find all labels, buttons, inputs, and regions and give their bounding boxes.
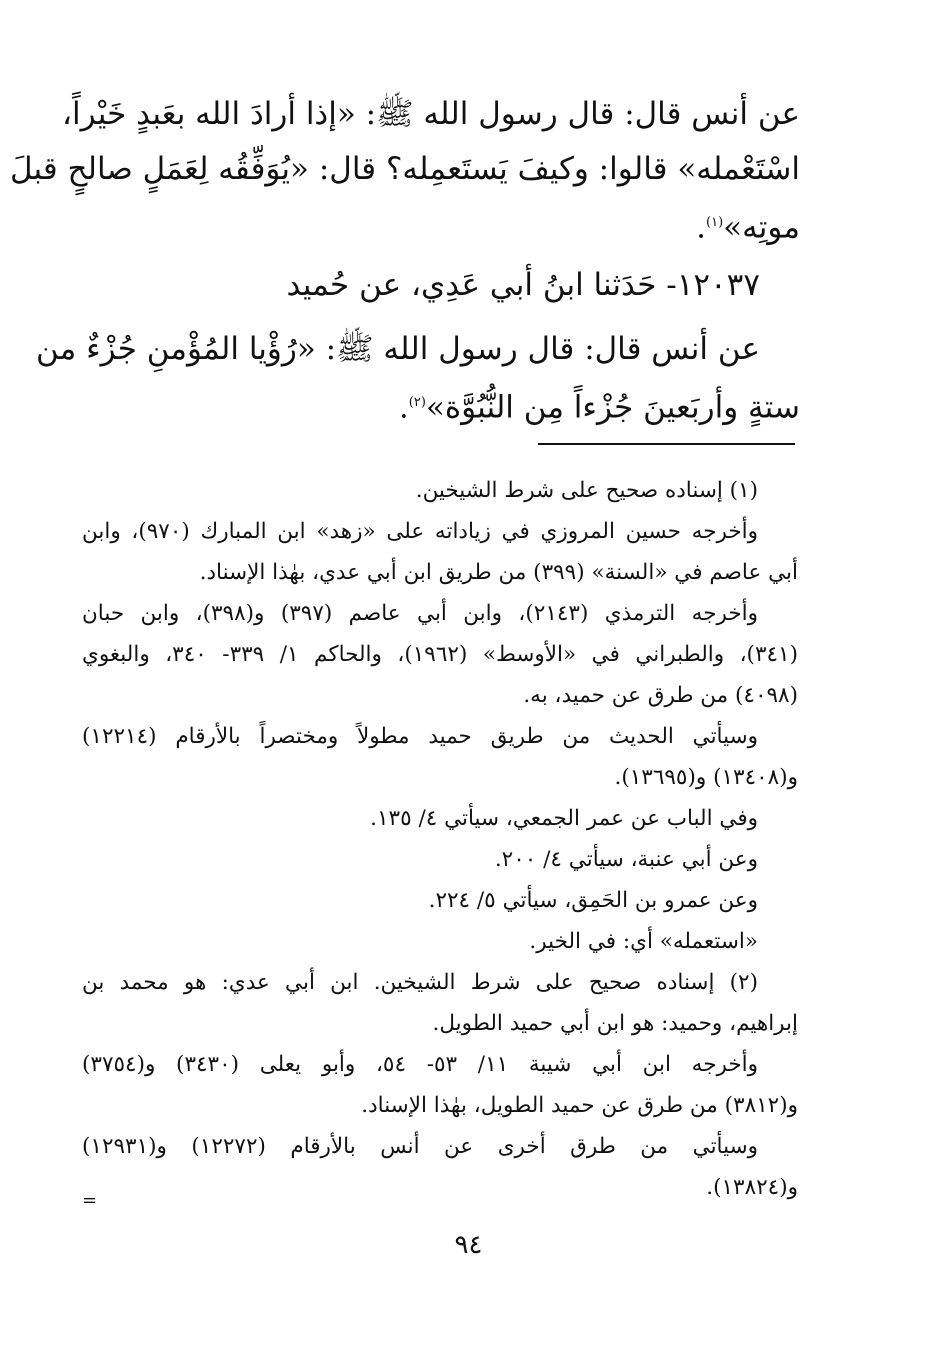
footnote-ref-1: (١)	[706, 215, 724, 230]
hadith-2-line-2	[399, 381, 800, 429]
footnote-line: وأخرجه ابن أبي شيبة ١١/ ٥٣- ٥٤، وأبو يعلى (٣٤٣٠) و(٣٧٥٤)	[82, 1052, 759, 1077]
hadith-2-line-2-text: ستةٍ وأربَعينَ جُزْءاً مِن النُّبُوَّة»	[425, 389, 800, 426]
footnote-ref-2: (٢)	[408, 395, 426, 410]
footnote-line: وعن أبي عنبة، سيأتي ٤/ ٢٠٠.	[494, 847, 758, 872]
hadith-2-line-1: عن أنس قال: قال رسول الله ﷺ: «رُؤْيا المُؤْمنِ جُزْءٌ من	[36, 331, 760, 367]
hadith-line-3-end: .	[696, 209, 707, 246]
footnote-line: وعن عمرو بن الحَمِق، سيأتي ٥/ ٢٢٤.	[428, 888, 758, 913]
footnote-line: و(١٣٨٢٤).	[706, 1175, 798, 1200]
footnote-line: و(٣٨١٢) من طرق عن حميد الطويل، بهٰذا الإسناد.	[361, 1093, 798, 1118]
footnote-line: وأخرجه الترمذي (٢١٤٣)، وابن أبي عاصم (٣٩٧) و(٣٩٨)، وابن حبان	[82, 601, 759, 626]
footnote-line: (٢) إسناده صحيح على شرط الشيخين. ابن أبي عدي: هو محمد بن	[82, 970, 758, 995]
footnote-line: إبراهيم، وحميد: هو ابن أبي حميد الطويل.	[432, 1011, 798, 1036]
hadith-line-3	[696, 201, 800, 249]
hadith-line-2: اسْتَعْمله» قالوا: وكيفَ يَستَعمِله؟ قال: «يُوَفِّقُه لِعَمَلٍ صالحٍ قبلَ	[10, 151, 800, 187]
hadith-2-line-2-end: .	[398, 389, 409, 426]
hadith-number-heading: ١٢٠٣٧- حَدَثنا ابنُ أبي عَدِي، عن حُميد	[286, 267, 760, 303]
footnote-line: «استعمله» أي: في الخير.	[529, 929, 758, 954]
continuation-mark: =	[82, 1190, 98, 1211]
hadith-line-1: عن أنس قال: قال رسول الله ﷺ: «إذا أرادَ الله بعَبدٍ خَيْراً،	[62, 96, 800, 132]
footnote-line: و(١٣٤٠٨) و(١٣٦٩٥).	[614, 765, 798, 790]
footnote-line: (٤٠٩٨) من طرق عن حميد، به.	[523, 683, 798, 708]
footnote-line: وأخرجه حسين المروزي في زياداته على «زهد» ابن المبارك (٩٧٠)، وابن	[82, 519, 758, 544]
page-number: ٩٤	[454, 1230, 483, 1260]
footnote-line: (٣٤١)، والطبراني في «الأوسط» (١٩٦٢)، والحاكم ١/ ٣٣٩- ٣٤٠، والبغوي	[82, 642, 798, 667]
footnote-line: وسيأتي من طرق أخرى عن أنس بالأرقام (١٢٢٧٢) و(١٢٩٣١)	[82, 1134, 758, 1159]
footnote-line: وفي الباب عن عمر الجمعي، سيأتي ٤/ ١٣٥.	[370, 806, 758, 831]
footnote-line: أبي عاصم في «السنة» (٣٩٩) من طريق ابن أبي عدي، بهٰذا الإسناد.	[199, 560, 798, 585]
footnotes-block	[82, 470, 798, 1208]
footnote-line: وسيأتي الحديث من طريق حميد مطولاً ومختصراً بالأرقام (١٢٢١٤)	[82, 724, 758, 749]
footnote-line: (١) إسناده صحيح على شرط الشيخين.	[415, 478, 758, 503]
footnote-separator	[538, 443, 795, 445]
hadith-line-3-text: موتِه»	[723, 209, 800, 246]
